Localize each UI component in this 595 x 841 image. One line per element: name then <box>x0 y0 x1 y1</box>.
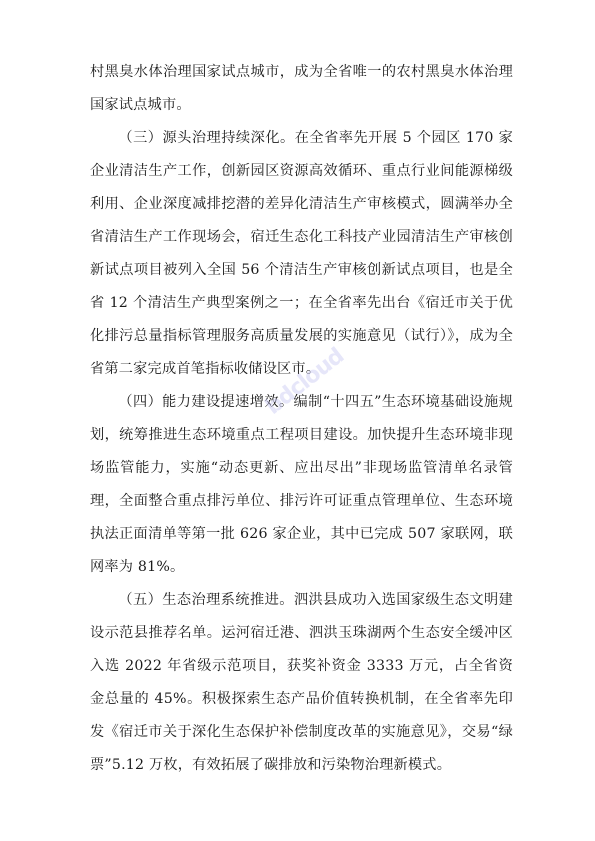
paragraph-capacity-building: （四）能力建设提速增效。编制“十四五”生态环境基础设施规划，统筹推进生态环境重点工程项目建设。加快提升生态环境非现场监管能力，实施“动态更新、应出尽出”非现场监管清单名录管理，全面整合重点排污单位、排污许可证重点管理单位、生态环境执法正面清单等第一批 626 家企业，其中已完成 507 家联网，联网率为 81%。 <box>90 394 514 575</box>
watermark-text: bdcloud <box>261 343 349 420</box>
paragraph-source-governance: （三）源头治理持续深化。在全省率先开展 5 个园区 170 家企业清洁生产工作，创新园区资源高效循环、重点行业间能源梯级利用、企业深度减排挖潜的差异化清洁生产审核模式，圆满举办全省清洁生产工作现场会，宿迁生态化工科技产业园清洁生产审核创新试点项目被列入全国 56 个清洁生产审核创新试点项目，也是全省 12 个清洁生产典型案例之一；在全省率先出台《宿迁市关于优化排污总量指标管理服务高质量发展的实施意见（试行）》，成为全省第二家完成首笔指标收储设区市。 <box>90 130 513 377</box>
paragraph-continuation: 村黑臭水体治理国家试点城市，成为全省唯一的农村黑臭水体治理国家试点城市。 <box>90 64 513 113</box>
paragraph-ecological-governance: （五）生态治理系统推进。泗洪县成功入选国家级生态文明建设示范县推荐名单。运河宿迁港、泗洪玉珠湖两个生态安全缓冲区入选 2022 年省级示范项目，获奖补资金 3333 万元，占全省资金总量的 45%。积极探索生态产品价值转换机制，在全省率先印发《宿迁市关于深化生态保护补偿制度改革的实施意见》，交易“绿票”5.12 万枚，有效拓展了碳排放和污染物治理新模式。 <box>90 592 513 773</box>
